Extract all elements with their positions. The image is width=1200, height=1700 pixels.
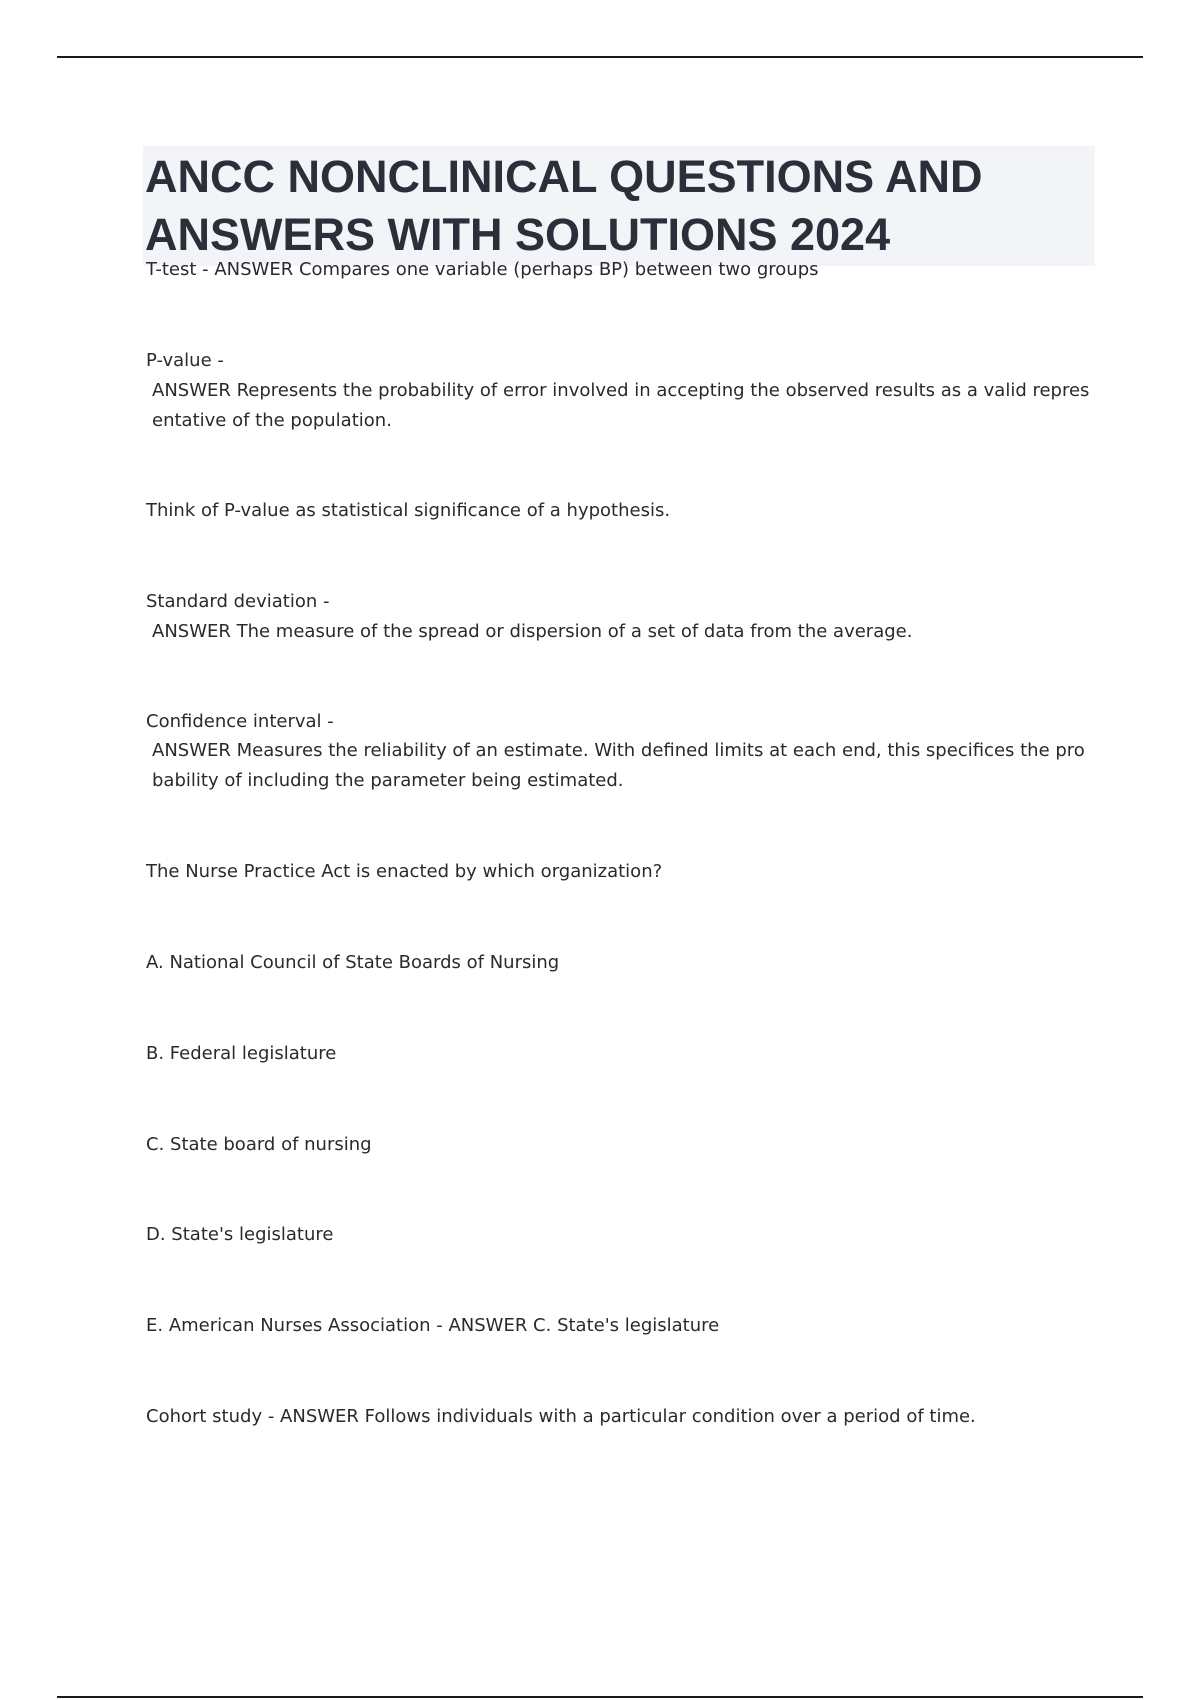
ttest-entry: T-test - ANSWER Compares one variable (perhaps BP) between two groups (146, 259, 819, 280)
pvalue-term: P-value - (146, 350, 224, 371)
ci-term: Confidence interval - (146, 711, 334, 732)
sd-term: Standard deviation - (146, 591, 330, 612)
title-banner (143, 146, 1095, 266)
bottom-rule (57, 1696, 1143, 1698)
option-e-with-answer: E. American Nurses Association - ANSWER C. State's legislature (146, 1315, 720, 1336)
option-d: D. State's legislature (146, 1224, 334, 1245)
ci-answer: ANSWER Measures the reliability of an estimate. With defined limits at each end, this specifices the probability of including the parameter being estimated. (152, 740, 1085, 791)
option-b: B. Federal legislature (146, 1043, 337, 1064)
cohort-entry: Cohort study - ANSWER Follows individuals with a particular condition over a period of time. (146, 1406, 976, 1427)
pvalue-note: Think of P-value as statistical significance of a hypothesis. (146, 500, 671, 521)
option-c: C. State board of nursing (146, 1134, 372, 1155)
document-title: ANCC NONCLINICAL QUESTIONS AND ANSWERS WITH SOLUTIONS 2024 (145, 151, 983, 260)
pvalue-answer: ANSWER Represents the probability of error involved in accepting the observed results as a valid representative of the population. (152, 380, 1090, 431)
sd-answer: ANSWER The measure of the spread or dispersion of a set of data from the average. (152, 621, 913, 642)
top-rule (57, 56, 1143, 58)
option-a: A. National Council of State Boards of Nursing (146, 952, 560, 973)
npa-question: The Nurse Practice Act is enacted by which organization? (146, 861, 663, 882)
